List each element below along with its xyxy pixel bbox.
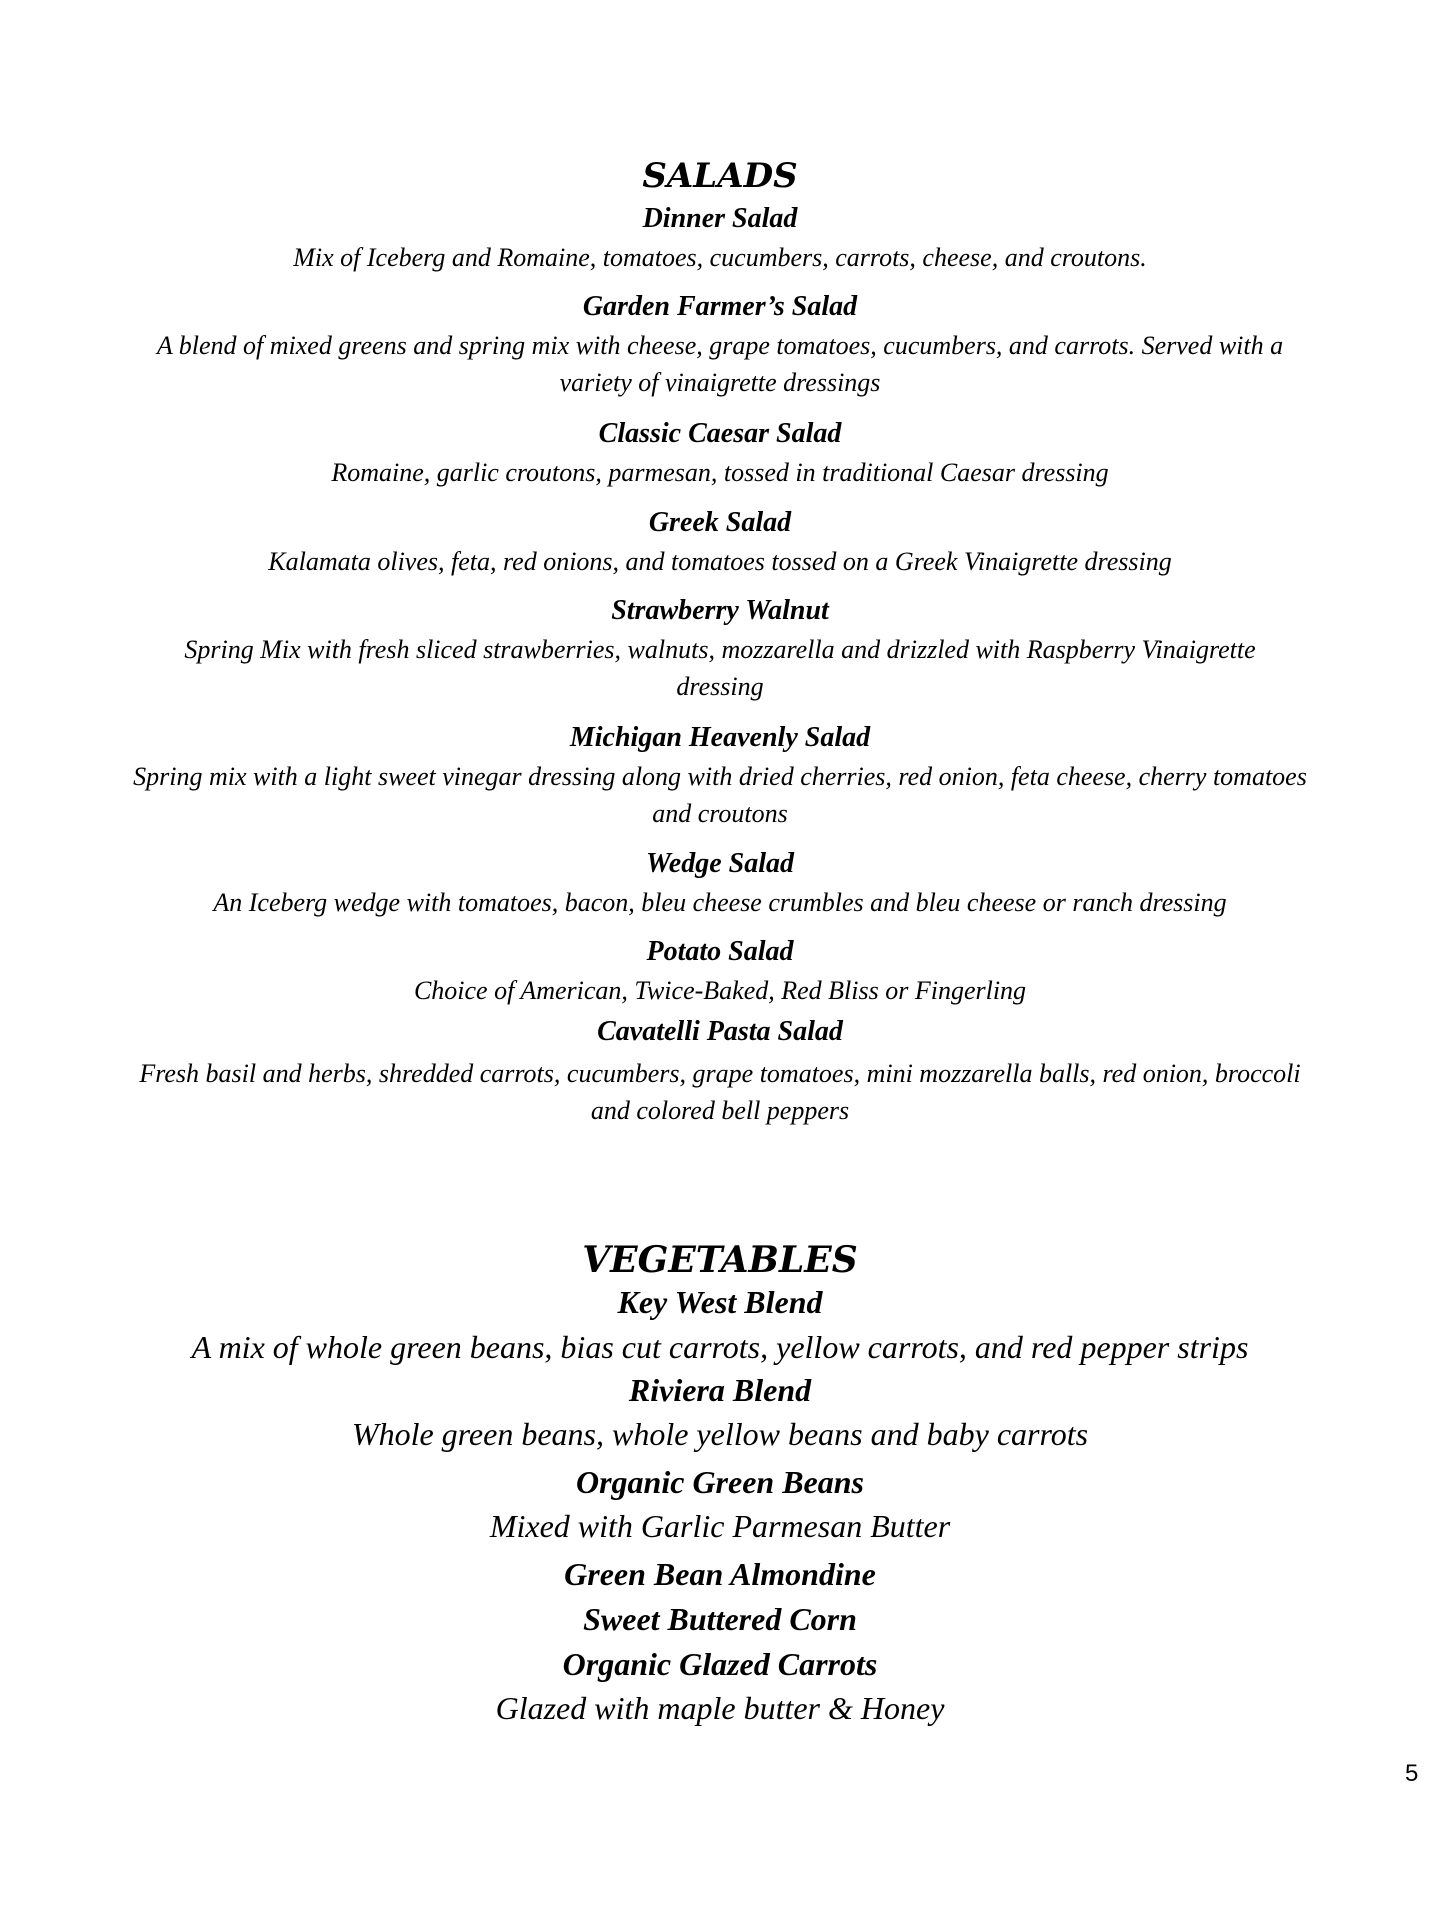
- item-name: Organic Green Beans: [575, 1464, 864, 1500]
- item-description: Choice of American, Twice-Baked, Red Bliss or Fingerling: [413, 976, 1027, 1005]
- item-description: Glazed with maple butter & Honey: [495, 1690, 945, 1726]
- item-description: Mixed with Garlic Parmesan Butter: [489, 1508, 951, 1544]
- item-description: Spring mix with a light sweet vinegar dressing along with dried cherries, red onion, feta cheese, cherry tomatoes: [133, 762, 1307, 791]
- item-name: Cavatelli Pasta Salad: [597, 1016, 843, 1047]
- item-name: Riviera Blend: [628, 1372, 812, 1408]
- item-name: Garden Farmer’s Salad: [582, 291, 858, 322]
- item-description: and croutons: [652, 799, 788, 828]
- item-description: Kalamata olives, feta, red onions, and tomatoes tossed on a Greek Vinaigrette dressing: [268, 547, 1172, 576]
- page-number: 5: [1405, 1760, 1419, 1787]
- item-name: Dinner Salad: [642, 203, 798, 234]
- item-name: Strawberry Walnut: [611, 595, 829, 626]
- item-description: and colored bell peppers: [590, 1096, 850, 1125]
- item-description: A blend of mixed greens and spring mix with cheese, grape tomatoes, cucumbers, and carrots. Served with a: [156, 331, 1284, 360]
- item-description: dressing: [676, 672, 764, 701]
- item-name: Key West Blend: [617, 1284, 823, 1320]
- item-name: Potato Salad: [646, 936, 794, 967]
- item-description: variety of vinaigrette dressings: [559, 368, 881, 397]
- item-description: Romaine, garlic croutons, parmesan, tossed in traditional Caesar dressing: [331, 458, 1109, 487]
- item-description: Whole green beans, whole yellow beans and baby carrots: [351, 1416, 1089, 1452]
- item-name: Wedge Salad: [645, 848, 795, 879]
- item-description: Spring Mix with fresh sliced strawberries, walnuts, mozzarella and drizzled with Raspberry Vinaigrette: [184, 635, 1256, 664]
- item-name: Classic Caesar Salad: [598, 418, 842, 449]
- item-name: Sweet Buttered Corn: [583, 1601, 857, 1637]
- item-name: Greek Salad: [648, 507, 792, 538]
- item-name: Michigan Heavenly Salad: [569, 722, 871, 753]
- salads-heading: SALADS: [642, 156, 798, 196]
- item-description: An Iceberg wedge with tomatoes, bacon, bleu cheese crumbles and bleu cheese or ranch dressing: [213, 888, 1227, 917]
- item-name: Green Bean Almondine: [564, 1556, 876, 1592]
- item-description: Mix of Iceberg and Romaine, tomatoes, cucumbers, carrots, cheese, and croutons.: [293, 243, 1147, 272]
- item-name: Organic Glazed Carrots: [562, 1646, 878, 1682]
- vegetables-heading: VEGETABLES: [582, 1239, 858, 1281]
- item-description: Fresh basil and herbs, shredded carrots, cucumbers, grape tomatoes, mini mozzarella balls, red onion, broccoli: [139, 1059, 1301, 1088]
- item-description: A mix of whole green beans, bias cut carrots, yellow carrots, and red pepper strips: [191, 1329, 1249, 1365]
